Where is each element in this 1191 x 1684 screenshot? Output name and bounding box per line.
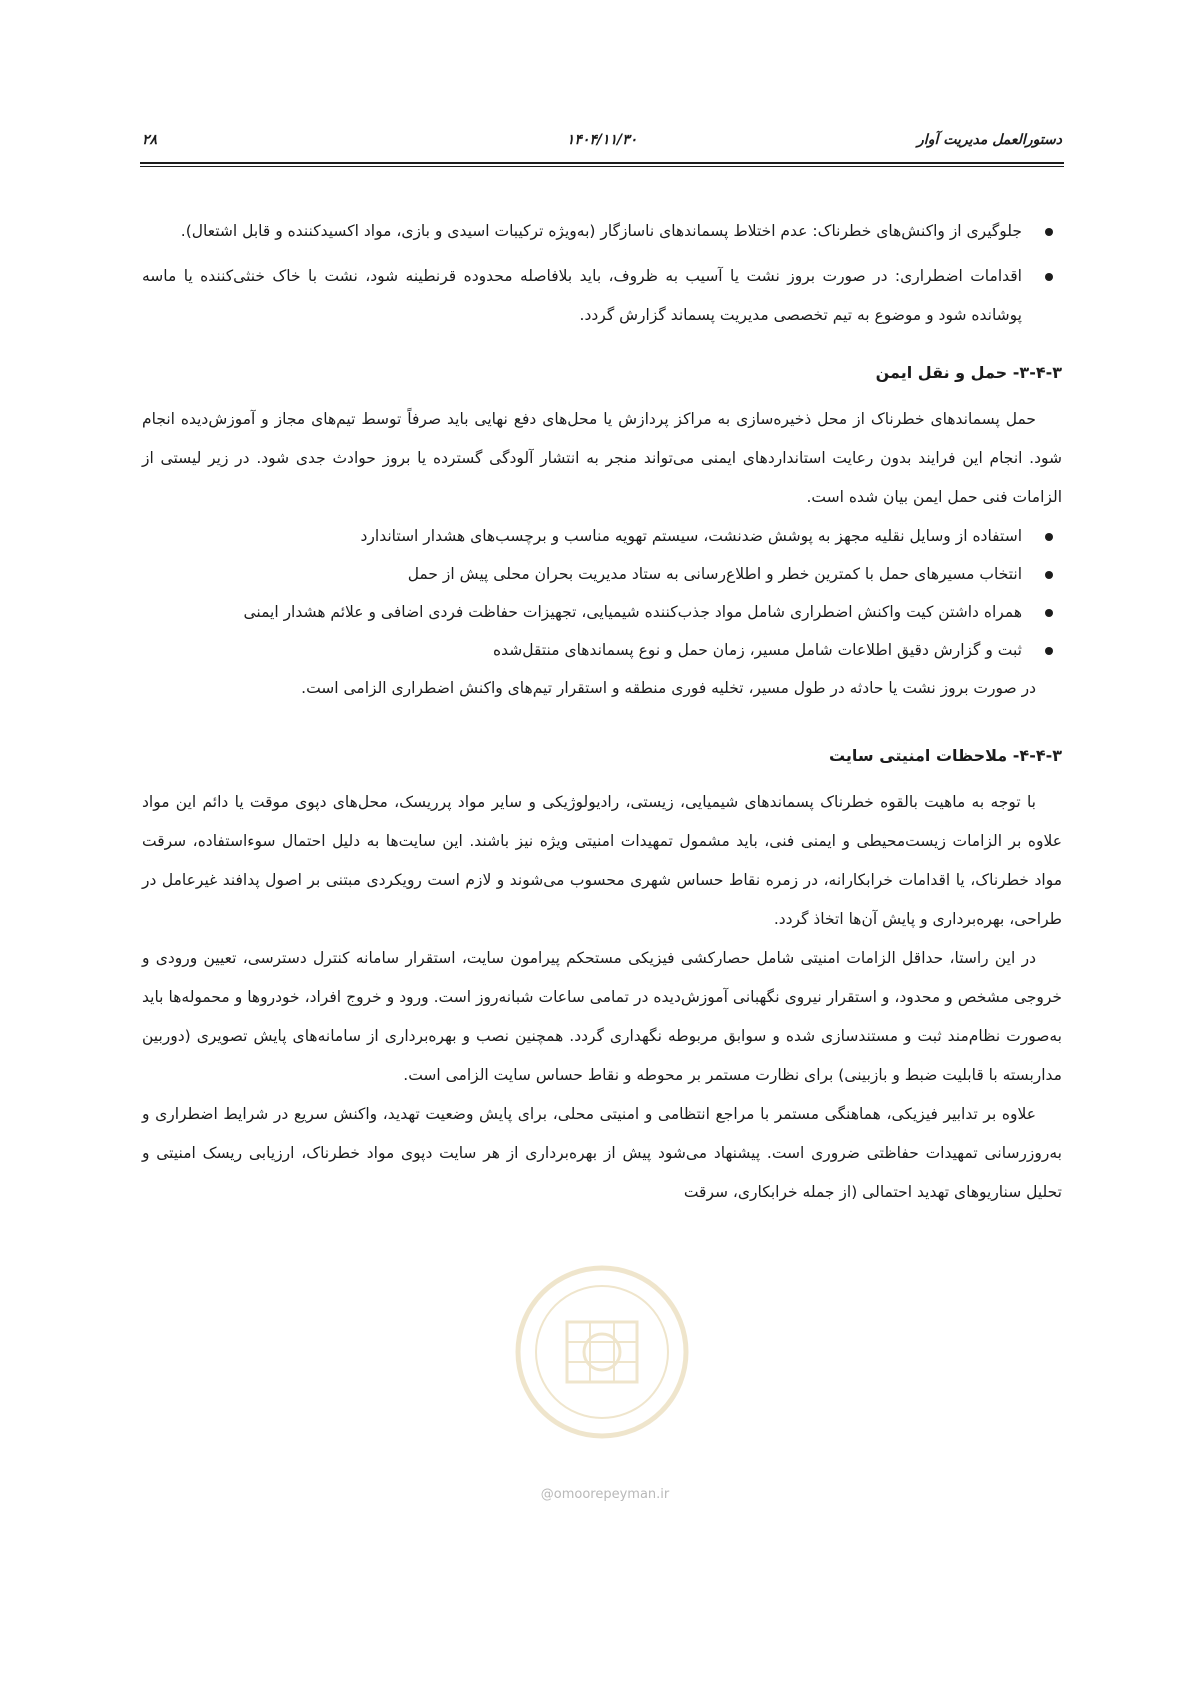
list-item bbox=[142, 631, 1062, 669]
bullet-icon bbox=[1045, 228, 1053, 236]
hazard-bullets bbox=[142, 212, 1062, 335]
bullet-icon bbox=[1045, 609, 1053, 617]
section-heading-security: ۴-۴-۳- ملاحظات امنیتی سایت bbox=[828, 746, 1062, 765]
header-date: ۱۴۰۴/۱۱/۳۰ bbox=[566, 132, 638, 148]
transport-bullets bbox=[142, 517, 1062, 669]
bullet-icon bbox=[1045, 273, 1053, 281]
list-item bbox=[142, 593, 1062, 631]
page-header bbox=[142, 128, 1062, 162]
transport-intro: حمل پسماندهای خطرناک از محل ذخیره‌سازی به مراکز پردازش یا محل‌های دفع نهایی باید صرفاً توسط تیم‌های مجاز و آموزش‌دیده انجام شود. انجام این فرایند بدون رعایت استانداردهای ایمنی می‌تواند منجر به انتشار آلودگی گسترده یا بروز حوادث جدی شود. در زیر لیستی از الزامات فنی حمل ایمن بیان شده است. bbox=[142, 410, 1062, 506]
header-title: دستورالعمل مدیریت آوار bbox=[917, 132, 1062, 148]
page-body bbox=[142, 212, 1062, 1212]
seal-watermark bbox=[512, 1262, 692, 1442]
list-item bbox=[142, 212, 1062, 251]
list-item-text: ثبت و گزارش دقیق اطلاعات شامل مسیر، زمان حمل و نوع پسماندهای منتقل‌شده bbox=[493, 641, 1022, 659]
list-item bbox=[142, 555, 1062, 593]
list-item bbox=[142, 517, 1062, 555]
security-paragraph: با توجه به ماهیت بالقوه خطرناک پسماندهای شیمیایی، زیستی، رادیولوژیکی و سایر مواد پرریسک، محل‌های دپوی موقت یا دائم این مواد علاوه بر الزامات زیست‌محیطی و ایمنی فنی، باید مشمول تمهیدات امنیتی ویژه نیز باشند. این سایت‌ها به دلیل احتمال سوءاستفاده، سرقت مواد خطرناک، یا اقدامات خرابکارانه، در زمره نقاط حساس شهری محسوب می‌شوند و لازم است رویکردی مبتنی بر اصول پدافند غیرعامل در طراحی، بهره‌برداری و پایش آن‌ها اتخاذ گردد. bbox=[142, 793, 1062, 928]
list-item-text: جلوگیری از واکنش‌های خطرناک: عدم اختلاط پسماندهای ناسازگار (به‌ویژه ترکیبات اسیدی و بازی، مواد اکسیدکننده و قابل اشتعال). bbox=[180, 222, 1022, 240]
bullet-icon bbox=[1045, 647, 1053, 655]
section-heading-transport: ۳-۴-۳- حمل و نقل ایمن bbox=[875, 363, 1062, 382]
list-item-text: همراه داشتن کیت واکنش اضطراری شامل مواد جذب‌کننده شیمیایی، تجهیزات حفاظت فردی اضافی و علائم هشدار ایمنی bbox=[243, 603, 1022, 621]
watermark-url: @omoorepeyman.ir bbox=[540, 1487, 670, 1502]
list-item bbox=[142, 257, 1062, 335]
list-item-text: انتخاب مسیرهای حمل با کمترین خطر و اطلاع‌رسانی به ستاد مدیریت بحران محلی پیش از حمل bbox=[407, 565, 1022, 583]
security-paragraph: علاوه بر تدابیر فیزیکی، هماهنگی مستمر با مراجع انتظامی و امنیتی محلی، برای پایش وضعیت تهدید، واکنش سریع در شرایط اضطراری و به‌روزرسانی تمهیدات حفاظتی ضروری است. پیشنهاد می‌شود پیش از بهره‌برداری از هر سایت دپوی مواد خطرناک، ارزیابی ریسک امنیتی و تحلیل سناریوهای تهدید احتمالی (از جمله خرابکاری، سرقت bbox=[142, 1105, 1062, 1201]
page-number: ۲۸ bbox=[142, 132, 158, 148]
list-item-text: اقدامات اضطراری: در صورت بروز نشت یا آسیب به ظروف، باید بلافاصله محدوده قرنطینه شود، نشت با خاک خنثی‌کننده یا ماسه پوشانده شود و موضوع به تیم تخصصی مدیریت پسماند گزارش گردد. bbox=[142, 267, 1022, 324]
list-item-text: استفاده از وسایل نقلیه مجهز به پوشش ضدنشت، سیستم تهویه مناسب و برچسب‌های هشدار استاندارد bbox=[360, 527, 1022, 545]
security-paragraph: در این راستا، حداقل الزامات امنیتی شامل حصارکشی فیزیکی مستحکم پیرامون سایت، استقرار سامانه کنترل دسترسی، تعیین ورودی و خروجی مشخص و محدود، و استقرار نیروی نگهبانی آموزش‌دیده در تمامی ساعات شبانه‌روز است. ورود و خروج افراد، خودروها و محموله‌ها باید به‌صورت نظام‌مند ثبت و مستندسازی شده و سوابق مربوطه نگهداری گردد. همچنین نصب و بهره‌برداری از سامانه‌های پایش تصویری (دوربین مداربسته با قابلیت ضبط و بازبینی) برای نظارت مستمر بر محوطه و نقاط حساس سایت الزامی است. bbox=[142, 949, 1062, 1084]
bullet-icon bbox=[1045, 533, 1053, 541]
bullet-icon bbox=[1045, 571, 1053, 579]
header-divider bbox=[140, 162, 1064, 167]
transport-closing: در صورت بروز نشت یا حادثه در طول مسیر، تخلیه فوری منطقه و استقرار تیم‌های واکنش اضطراری الزامی است. bbox=[301, 679, 1036, 697]
